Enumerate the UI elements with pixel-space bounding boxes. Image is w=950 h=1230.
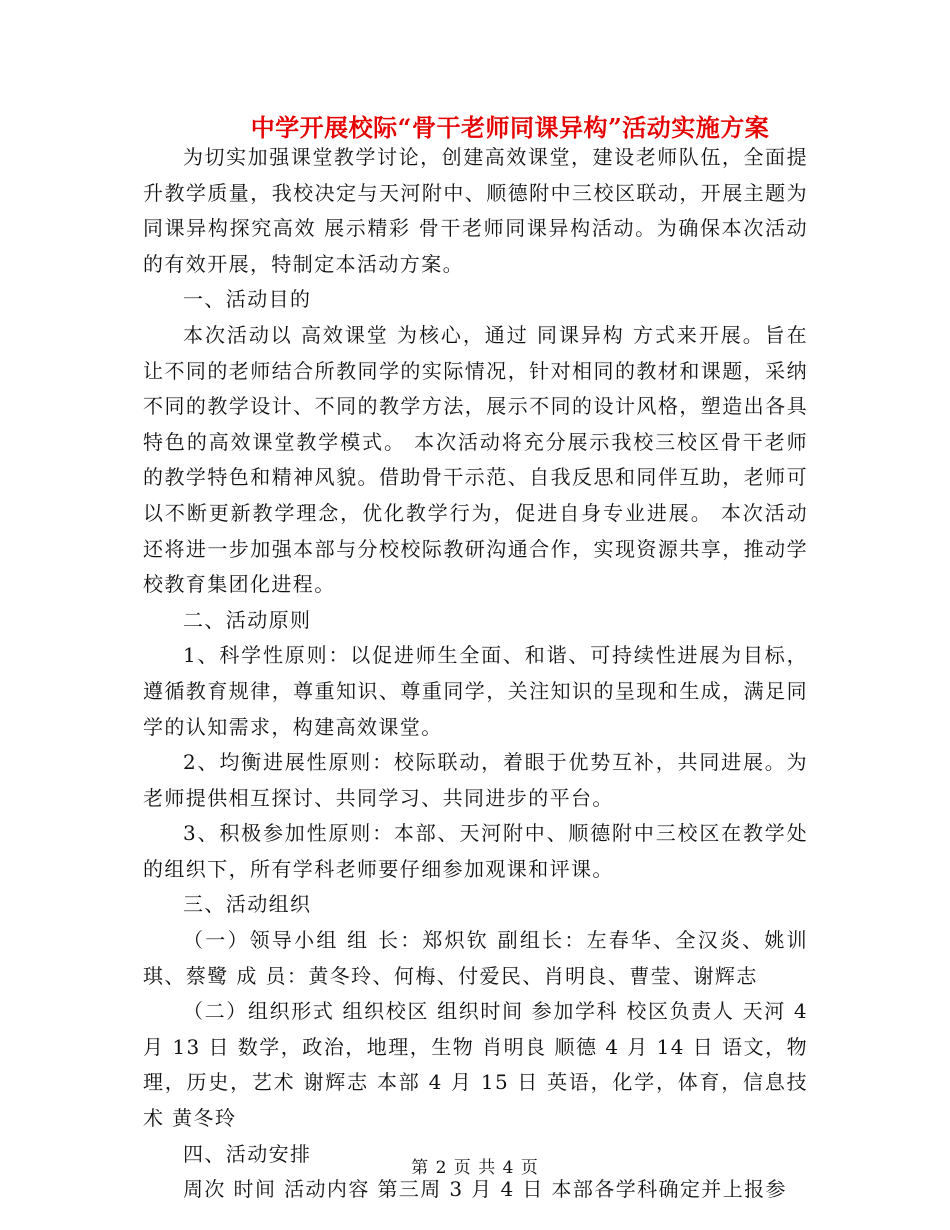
paragraph-format: （二）组织形式 组织校区 组织时间 参加学科 校区负责人 天河 4 月 13 日 数学，政治，地理，生物 肖明良 顺德 4 月 14 日 语文，物理，历史，艺术 谢辉志 本部 4 月 15 日 英语，化学，体育，信息技术 黄冬玲 — [143, 999, 808, 1131]
section-heading-principles: 二、活动原则 — [183, 607, 312, 632]
section-heading-purpose: 一、活动目的 — [183, 287, 312, 312]
paragraph-principle-2: 2、均衡进展性原则：校际联动，着眼于优势互补，共同进展。为老师提供相互探讨、共同学习、共同进步的平台。 — [143, 750, 808, 810]
paragraph-principle-1: 1、科学性原则：以促进师生全面、和谐、可持续性进展为目标，遵循教育规律，尊重知识、尊重同学，关注知识的呈现和生成，满足同学的认知需求，构建高效课堂。 — [143, 643, 808, 739]
paragraph-purpose: 本次活动以 高效课堂 为核心，通过 同课异构 方式来开展。旨在让不同的老师结合所教同学的实际情况，针对相同的教材和课题，采纳不同的教学设计、不同的教学方法，展示不同的设计风格，塑造出各具特色的高效课堂教学模式。 本次活动将充分展示我校三校区骨干老师的教学特色和精神风貌。借助骨干示范、自我反思和同伴互助，老师可以不断更新教学理念，优化教学行为，促进自身专业进展。 本次活动还将进一步加强本部与分校校际教研沟通合作，实现资源共享，推动学校教育集团化进程。 — [143, 322, 808, 597]
page-number-footer: 第 2 页 共 4 页 — [411, 1158, 539, 1178]
section-heading-organization: 三、活动组织 — [183, 892, 312, 917]
section-heading-schedule: 四、活动安排 — [183, 1141, 312, 1166]
paragraph-schedule: 周次 时间 活动内容 第三周 3 月 4 日 本部各学科确定并上报参 — [183, 1177, 787, 1202]
paragraph-leadership: （一）领导小组 组 长：郑炽钦 副组长：左春华、全汉炎、姚训琪、蔡鹭 成 员：黄冬玲、何梅、付爱民、肖明良、曹莹、谢辉志 — [143, 928, 808, 988]
document-body — [143, 140, 808, 1208]
paragraph-principle-3: 3、积极参加性原则：本部、天河附中、顺德附中三校区在教学处的组织下，所有学科老师要仔细参加观课和评课。 — [143, 821, 808, 881]
document-title: 中学开展校际“骨干老师同课异构”活动实施方案 — [250, 113, 770, 142]
paragraph-intro: 为切实加强课堂教学讨论，创建高效课堂，建设老师队伍，全面提升教学质量，我校决定与天河附中、顺德附中三校区联动，开展主题为 同课异构探究高效 展示精彩 骨干老师同课异构活动。为确保本次活动的有效开展，特制定本活动方案。 — [143, 145, 808, 276]
